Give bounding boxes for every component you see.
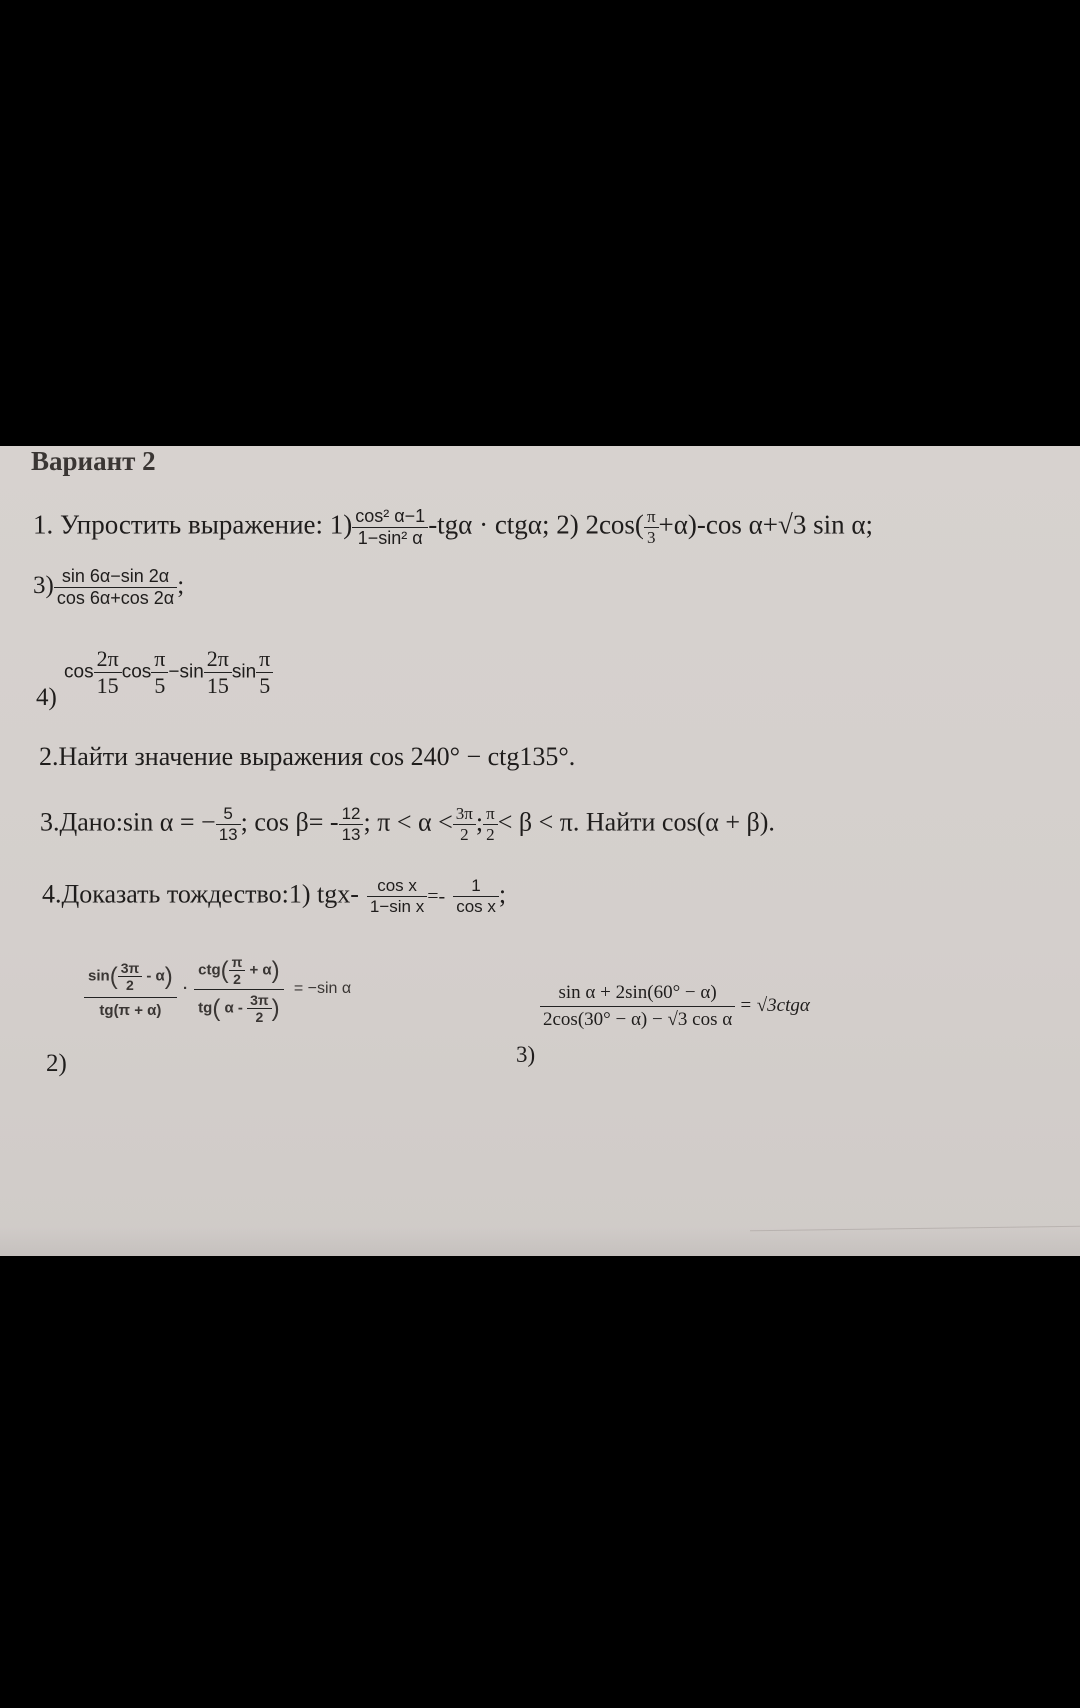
task3-f3-den: 2 (460, 825, 469, 844)
task1-part4-label: 4) (36, 684, 57, 711)
task1-three: 3 (646, 528, 656, 547)
task1-part3-label: 3) (33, 572, 54, 600)
task3-f1-num: 5 (216, 804, 241, 825)
task1-label: 1. Упростить выражение: 1) (33, 509, 353, 540)
cos-label-2: cos (121, 661, 152, 683)
task3-f3-num: 3π (453, 804, 476, 825)
task4-part3-fraction (540, 982, 735, 1031)
task3-f2-num: 12 (339, 804, 364, 825)
task4-part2-expression: sin( $\frac{3\pi}{2}$ - α) tg(π + α) · ctg( $\frac{\pi}{2}$ + α) tg( α - $\frac{3\pi}{2}$ ) = −sin α (84, 954, 351, 1025)
frac-pi-2-num: π (229, 954, 246, 971)
task4-part3-numerator: sin α + 2sin(60° − α) (540, 982, 735, 1007)
task1-pi: π (644, 507, 659, 528)
task4-f1-num: cos x (367, 876, 427, 897)
task4-part3-label: 3) (516, 1042, 536, 1067)
b-tail: + α (249, 961, 272, 979)
task4-label: 4.Доказать тождество:1) tgx- (42, 879, 359, 909)
task3-f4-num: π (483, 804, 498, 825)
task4-part3-rhs: = √3ctgα (739, 994, 810, 1016)
a-tail: - α (146, 967, 165, 985)
frac-3pi-2-b (247, 992, 272, 1025)
task3-f2-den: 13 (341, 825, 361, 844)
frac-2pi-15-b-den: 15 (206, 673, 229, 698)
tg-pi-plus-alpha: tg(π + α) (99, 1002, 162, 1019)
task4-line (42, 876, 506, 917)
task4-part2-label: 2) (46, 1050, 67, 1077)
frac-pi-5-b-num: π (256, 646, 273, 673)
minus-sin-label: −sin (168, 661, 204, 683)
task4-part2-tg-denominator: tg( α - $\frac{3\pi}{2}$ ) (198, 992, 280, 1025)
task4-part3-denominator: 2cos(30° − α) − √3 cos α (543, 1009, 733, 1030)
frac-2pi-15-a-den: 15 (96, 673, 119, 698)
frac-3pi-2-a-num: 3π (118, 960, 143, 977)
frac-3pi-2-a (118, 960, 143, 993)
task4-f2-den: cos x (456, 897, 496, 916)
task4-frac-2 (453, 876, 499, 917)
frac-3pi-2-a-den: 2 (126, 977, 134, 993)
variant-title: Вариант 2 (31, 446, 156, 476)
frac-pi-5-a (151, 646, 168, 699)
task1-part3-denominator: cos 6α+cos 2α (56, 588, 175, 608)
task4-part2-big-fraction (84, 960, 177, 1019)
task4-f2-num: 1 (453, 876, 499, 897)
task1-pi-over-3 (644, 507, 659, 548)
tg-fn: tg (198, 999, 213, 1017)
frac-2pi-15-b (204, 646, 232, 699)
task3-line (40, 804, 775, 845)
paper-shadow (0, 1226, 1080, 1256)
task4-end: ; (498, 879, 507, 909)
task3-part2: ; cos β= - (240, 807, 339, 837)
task4-equals: =- (427, 885, 446, 908)
c-head: α - (224, 999, 243, 1017)
task4-f1-den: 1−sin x (369, 897, 425, 916)
task1-tail: +α)-cos α+√3 sin α; (658, 509, 873, 540)
task3-part5: < β < π. Найти cos(α + β). (497, 807, 775, 837)
frac-pi-2 (229, 954, 246, 987)
task3-frac-pi-2 (483, 804, 498, 845)
frac-pi-5-b-den: 5 (259, 673, 271, 698)
task4-part2-numerator: sin( $\frac{3\pi}{2}$ - α) (84, 960, 177, 998)
sin-fn: sin (88, 967, 110, 985)
task1-fraction-1 (352, 506, 428, 549)
task1-part3-end: ; (177, 572, 185, 600)
task1-part4-expression (64, 646, 273, 699)
task1-part3 (33, 566, 184, 609)
task3-frac-3pi-2 (453, 804, 476, 845)
task1-part3-numerator: sin 6α−sin 2α (54, 566, 177, 588)
frac-2pi-15-a-num: 2π (94, 646, 122, 673)
task4-part2-second-fraction (194, 954, 284, 1025)
frac-pi-2-den: 2 (233, 971, 241, 987)
task3-f4-den: 2 (486, 825, 495, 844)
frac-2pi-15-a (94, 646, 122, 699)
task4-part3-expression (540, 982, 810, 1031)
frac-3pi-2-b-den: 2 (255, 1009, 264, 1025)
task1-line (33, 506, 873, 549)
task3-f1-den: 13 (218, 825, 238, 844)
task1-f1-denominator: 1−sin² α (357, 528, 423, 548)
frac-pi-5-a-den: 5 (154, 673, 166, 698)
frac-2pi-15-b-num: 2π (204, 646, 232, 673)
frac-pi-5-a-num: π (151, 646, 168, 673)
task3-frac-12-13 (339, 804, 364, 845)
cos-label-1: cos (64, 661, 94, 683)
task4-part2-rhs: = −sin α (293, 980, 352, 998)
task1-middle: -tgα · ctgα; 2) 2cos( (428, 509, 644, 540)
task3-frac-5-13 (216, 804, 241, 845)
task4-frac-1 (367, 876, 427, 917)
frac-pi-5-b (256, 646, 273, 699)
frac-3pi-2-b-num: 3π (247, 992, 272, 1009)
sin-label-2: sin (231, 661, 257, 683)
task2-text: 2.Найти значение выражения cos 240° − ctg135°. (39, 742, 576, 771)
task4-part2-ctg-numerator: ctg( $\frac{\pi}{2}$ + α) (194, 954, 284, 990)
task3-part3: ; π < α < (363, 807, 453, 837)
ctg-fn: ctg (198, 961, 221, 979)
task3-part4: ; (475, 807, 484, 837)
worksheet-sheet (0, 446, 1080, 1256)
task1-f1-numerator: cos² α−1 (352, 506, 428, 528)
task3-label: 3.Дано:sin α = − (40, 807, 216, 837)
task1-part3-fraction (54, 566, 177, 609)
